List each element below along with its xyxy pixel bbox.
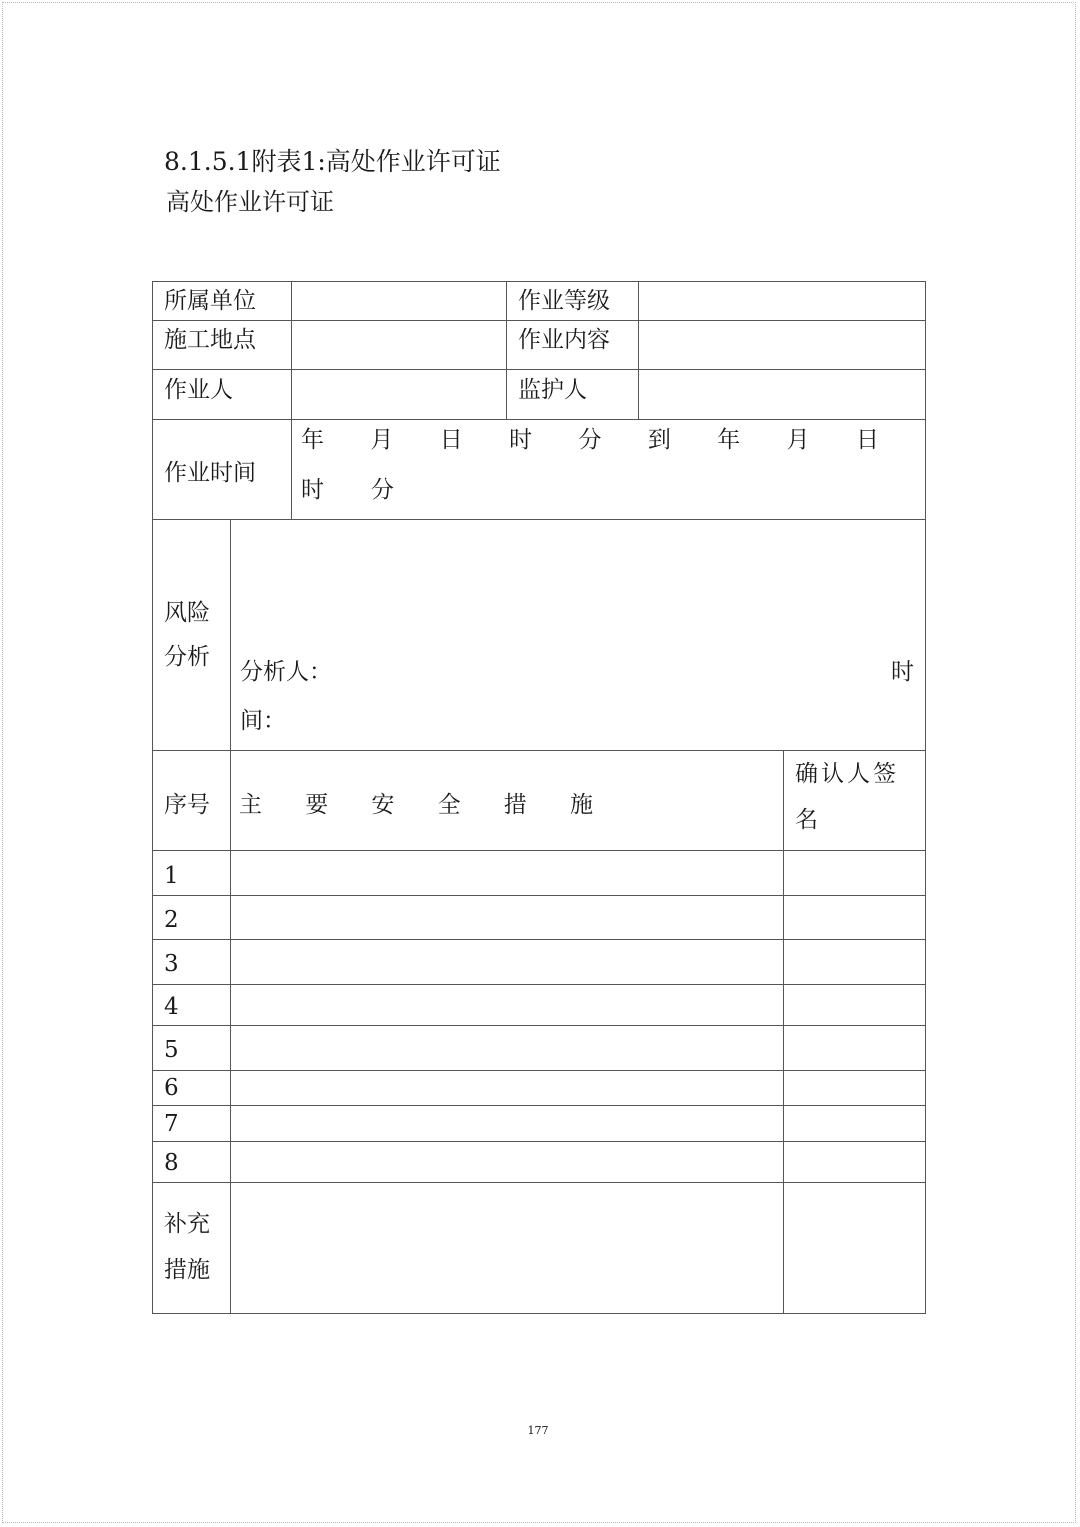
risk-analysis-field[interactable] xyxy=(231,520,925,650)
signature-field[interactable] xyxy=(784,896,925,939)
signature-field[interactable] xyxy=(784,1071,925,1105)
measure-field[interactable] xyxy=(231,1142,783,1182)
measure-field[interactable] xyxy=(231,985,783,1025)
confirm-signature-header: 名 xyxy=(795,807,818,833)
minute-unit: 分 xyxy=(578,427,602,453)
supplement-label: 补充 xyxy=(164,1211,210,1237)
measure-field[interactable] xyxy=(231,1026,783,1070)
hour-unit: 时 xyxy=(509,427,533,453)
risk-analysis-label: 分析 xyxy=(164,644,210,670)
unit-label: 所属单位 xyxy=(164,288,256,314)
signature-field[interactable] xyxy=(784,1026,925,1070)
to-word: 到 xyxy=(647,427,671,453)
row-number: 3 xyxy=(164,951,179,977)
site-field[interactable] xyxy=(292,321,506,369)
row-number: 5 xyxy=(164,1037,179,1063)
work-level-field[interactable] xyxy=(639,282,925,320)
supervisor-label: 监护人 xyxy=(518,377,587,403)
confirm-signature-header: 确认人签 xyxy=(795,761,899,787)
page-number: 177 xyxy=(527,1424,549,1437)
measure-field[interactable] xyxy=(231,1106,783,1141)
worker-label: 作业人 xyxy=(164,377,233,403)
measures-header: 主 要 安 全 措 施 xyxy=(239,792,593,818)
work-content-label: 作业内容 xyxy=(518,327,610,353)
measure-field[interactable] xyxy=(231,1071,783,1105)
measure-field[interactable] xyxy=(231,896,783,939)
column-divider xyxy=(506,282,507,419)
supplement-label: 措施 xyxy=(164,1257,210,1283)
section-heading: 8.1.5.1附表1:高处作业许可证 xyxy=(164,147,501,176)
row-number: 8 xyxy=(164,1150,179,1176)
worker-field[interactable] xyxy=(292,370,506,419)
analysis-time-label: 间： xyxy=(240,708,286,734)
month-unit: 月 xyxy=(786,427,810,453)
work-time-line-1 xyxy=(301,429,879,452)
hour-unit: 时 xyxy=(301,477,324,503)
analyst-label: 分析人： xyxy=(240,659,332,685)
row-number: 2 xyxy=(164,907,179,933)
row-divider xyxy=(153,419,925,420)
supervisor-field[interactable] xyxy=(639,370,925,419)
year-unit: 年 xyxy=(717,427,741,453)
work-time-label: 作业时间 xyxy=(164,460,256,486)
row-divider xyxy=(153,750,925,751)
signature-field[interactable] xyxy=(784,1106,925,1141)
work-level-label: 作业等级 xyxy=(518,288,610,314)
day-unit: 日 xyxy=(856,427,879,453)
signature-field[interactable] xyxy=(784,851,925,895)
signature-field[interactable] xyxy=(784,985,925,1025)
minute-unit: 分 xyxy=(371,477,394,503)
site-label: 施工地点 xyxy=(164,327,256,353)
unit-field[interactable] xyxy=(292,282,506,320)
work-content-field[interactable] xyxy=(639,321,925,369)
row-number: 6 xyxy=(164,1075,179,1101)
measure-field[interactable] xyxy=(231,940,783,984)
supplement-field[interactable] xyxy=(231,1183,783,1313)
signature-field[interactable] xyxy=(784,1142,925,1182)
risk-analysis-label: 风险 xyxy=(164,600,210,626)
form-title: 高处作业许可证 xyxy=(166,188,334,216)
measure-field[interactable] xyxy=(231,851,783,895)
row-number: 4 xyxy=(164,994,179,1020)
analysis-time-label: 时 xyxy=(891,659,914,685)
month-unit: 月 xyxy=(370,427,394,453)
supplement-signature-field[interactable] xyxy=(784,1183,925,1313)
year-unit: 年 xyxy=(301,427,324,453)
permit-table xyxy=(152,281,926,1314)
row-number: 7 xyxy=(164,1111,179,1137)
signature-field[interactable] xyxy=(784,940,925,984)
seq-header: 序号 xyxy=(164,792,210,818)
row-number: 1 xyxy=(164,863,179,889)
day-unit: 日 xyxy=(439,427,463,453)
